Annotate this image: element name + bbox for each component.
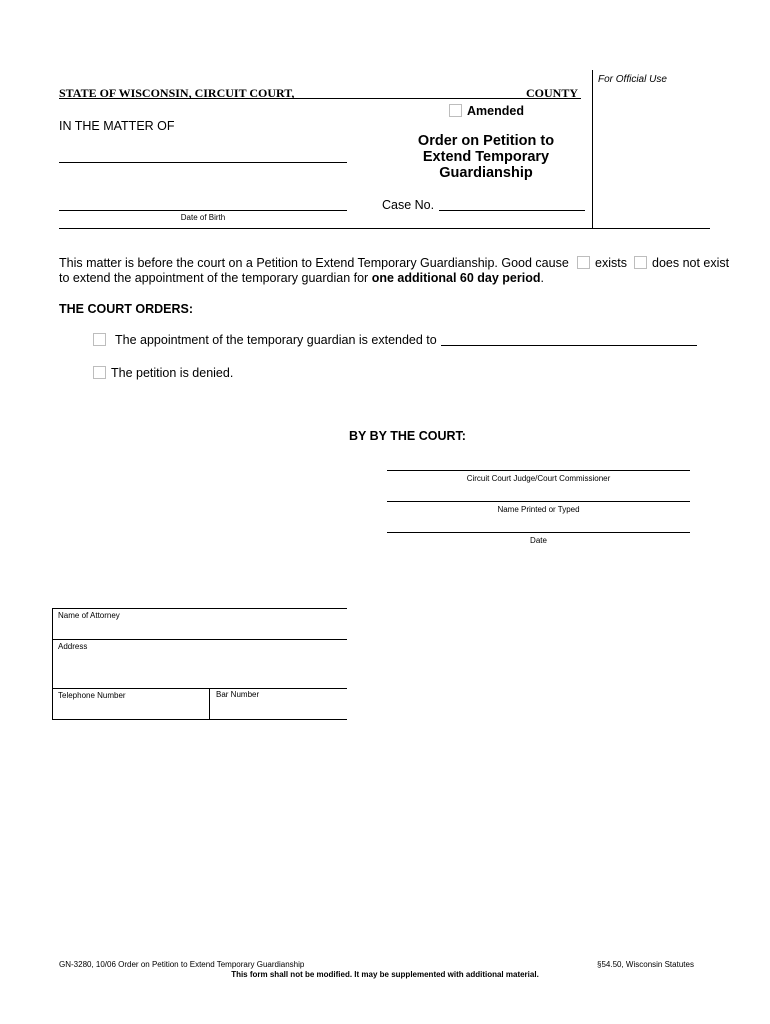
- matter-name-line[interactable]: [59, 162, 347, 163]
- does-not-exist-checkbox[interactable]: [634, 256, 647, 269]
- attorney-address-label: Address: [58, 642, 88, 651]
- official-use-divider: [592, 70, 593, 228]
- attorney-address-divider: [52, 688, 347, 689]
- dob-line[interactable]: [59, 210, 347, 211]
- attorney-box-bottom: [52, 719, 347, 720]
- by-the-court-label: BY BY THE COURT:: [349, 429, 466, 443]
- order-extend-checkbox[interactable]: [93, 333, 106, 346]
- intro-text-line2: [59, 271, 544, 285]
- intro-text-end: .: [540, 271, 544, 285]
- footer-statute: §54.50, Wisconsin Statutes: [597, 960, 694, 969]
- exists-label: exists: [595, 256, 627, 270]
- amended-checkbox[interactable]: [449, 104, 462, 117]
- attorney-bar-label: Bar Number: [216, 690, 260, 699]
- attorney-name-label: Name of Attorney: [58, 611, 120, 620]
- dob-label: Date of Birth: [180, 213, 226, 222]
- intro-text-part2: to extend the appointment of the temporary guardian for: [59, 271, 372, 285]
- title-line-3: Guardianship: [439, 165, 533, 181]
- official-use-label: For Official Use: [598, 74, 667, 85]
- attorney-telephone-label: Telephone Number: [58, 691, 126, 700]
- name-printed-line[interactable]: [387, 501, 690, 502]
- attorney-box-top: [52, 608, 347, 609]
- case-no-line[interactable]: [439, 210, 585, 211]
- extend-date-line[interactable]: [441, 345, 697, 346]
- case-no-label: Case No.: [382, 198, 435, 212]
- county-label: COUNTY: [526, 86, 579, 100]
- intro-text-bold: one additional 60 day period: [371, 271, 541, 285]
- court-county-line: [59, 98, 581, 99]
- footer-form-id: GN-3280, 10/06 Order on Petition to Extend Temporary Guardianship: [59, 960, 305, 969]
- date-line[interactable]: [387, 532, 690, 533]
- attorney-phone-bar-divider: [209, 688, 210, 719]
- attorney-name-divider: [52, 639, 347, 640]
- intro-text-line1: This matter is before the court on a Petition to Extend Temporary Guardianship. Good cause: [59, 256, 569, 270]
- page-title: [386, 133, 586, 181]
- judge-signature-line[interactable]: [387, 470, 690, 471]
- title-line-2: Extend Temporary: [422, 149, 550, 165]
- state-court-label: STATE OF WISCONSIN, CIRCUIT COURT,: [59, 86, 295, 100]
- order-extend-label: The appointment of the temporary guardian is extended to: [115, 333, 437, 347]
- footer-notice: This form shall not be modified. It may be supplemented with additional material.: [231, 970, 539, 979]
- attorney-box-left: [52, 608, 53, 720]
- exists-checkbox[interactable]: [577, 256, 590, 269]
- order-denied-checkbox[interactable]: [93, 366, 106, 379]
- date-label: Date: [530, 536, 547, 545]
- court-orders-heading: THE COURT ORDERS:: [59, 302, 194, 316]
- amended-label: Amended: [467, 104, 524, 118]
- does-not-exist-label: does not exist: [652, 256, 730, 270]
- header-bottom-rule: [59, 228, 710, 229]
- name-printed-label: Name Printed or Typed: [497, 505, 580, 514]
- order-denied-label: The petition is denied.: [111, 366, 234, 380]
- judge-label: Circuit Court Judge/Court Commissioner: [466, 474, 611, 483]
- title-line-1: Order on Petition to: [417, 133, 555, 149]
- in-matter-label: IN THE MATTER OF: [59, 119, 175, 133]
